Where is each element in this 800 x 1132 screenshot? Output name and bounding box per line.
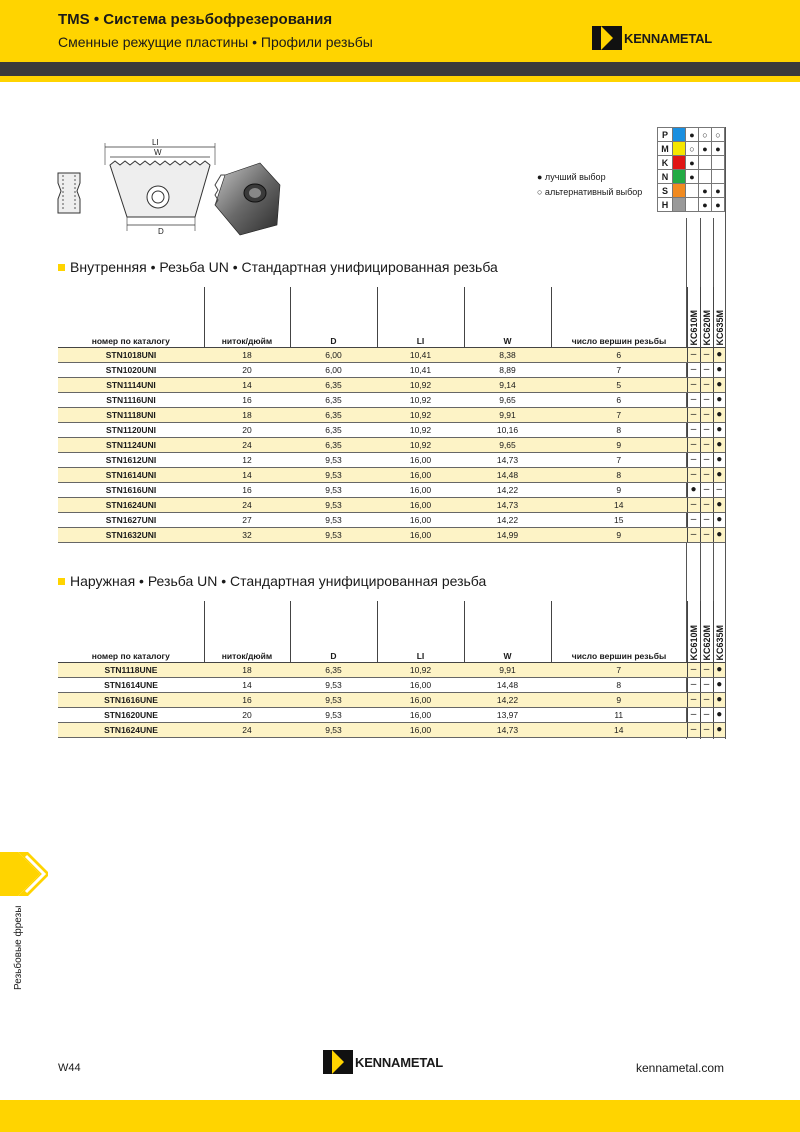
- kennametal-k-icon: [323, 1050, 353, 1074]
- li-header: LI: [377, 601, 464, 662]
- li-cell: 10,92: [377, 662, 464, 677]
- table-row: [58, 467, 725, 482]
- legend-best-choice: ● лучший выбор: [537, 172, 606, 182]
- d-cell: 9,53: [290, 692, 377, 707]
- li-cell: 16,00: [377, 452, 464, 467]
- teeth-count-cell: 11: [551, 707, 687, 722]
- w-header: W: [464, 601, 551, 662]
- catalog-number: STN1118UNI: [58, 407, 204, 422]
- material-color-swatch: [673, 184, 686, 198]
- table-row: [58, 527, 725, 542]
- grade-kc635m-cell: ●: [713, 677, 725, 692]
- material-grade-mark: [699, 170, 712, 184]
- side-section-label: Резьбовые фрезы: [13, 905, 24, 990]
- material-label: M: [658, 142, 673, 156]
- yellow-bullet-icon: [58, 264, 65, 271]
- grade-kc610m-cell: –: [687, 662, 700, 677]
- grade-kc610m-cell: –: [687, 512, 700, 527]
- tpi-cell: 20: [204, 362, 290, 377]
- tpi-cell: 27: [204, 512, 290, 527]
- grade-header: KC635M: [713, 601, 725, 662]
- catalog-number: STN1632UNI: [58, 527, 204, 542]
- w-cell: 8,89: [464, 362, 551, 377]
- grade-kc620m-cell: –: [700, 437, 713, 452]
- tpi-cell: 16: [204, 692, 290, 707]
- material-grade-mark: [712, 156, 725, 170]
- insert-3d-image: [215, 163, 280, 235]
- teeth-count-cell: 9: [551, 437, 687, 452]
- table-row: [58, 422, 725, 437]
- external-section-title: Наружная • Резьба UN • Стандартная унифицированная резьба: [58, 573, 486, 589]
- material-color-swatch: [673, 198, 686, 212]
- grade-kc620m-cell: –: [700, 662, 713, 677]
- d-header: D: [290, 601, 377, 662]
- internal-section-title: Внутренняя • Резьба UN • Стандартная унифицированная резьба: [58, 259, 498, 275]
- grade-kc610m-cell: –: [687, 467, 700, 482]
- material-row: [658, 198, 725, 212]
- material-grade-mark: [686, 184, 699, 198]
- teeth-count-cell: 7: [551, 452, 687, 467]
- w-cell: 9,14: [464, 377, 551, 392]
- material-label: H: [658, 198, 673, 212]
- grade-kc610m-cell: –: [687, 347, 700, 362]
- dark-band: [0, 62, 800, 76]
- grade-kc635m-cell: ●: [713, 347, 725, 362]
- table-row: [58, 512, 725, 527]
- li-cell: 16,00: [377, 482, 464, 497]
- side-tab-chevron-icon: [0, 852, 48, 896]
- material-row: [658, 156, 725, 170]
- catalog-number: STN1118UNE: [58, 662, 204, 677]
- yellow-strip: [0, 76, 800, 82]
- material-label: N: [658, 170, 673, 184]
- grade-kc610m-cell: –: [687, 527, 700, 542]
- grade-kc620m-cell: –: [700, 527, 713, 542]
- grade-kc610m-cell: –: [687, 362, 700, 377]
- catalog-number: STN1614UNI: [58, 467, 204, 482]
- legend-alternative-choice: ○ альтернативный выбор: [537, 187, 643, 197]
- d-cell: 9,53: [290, 677, 377, 692]
- grade-header: KC635M: [713, 287, 725, 347]
- grade-kc620m-cell: –: [700, 452, 713, 467]
- li-cell: 10,92: [377, 422, 464, 437]
- grade-kc610m-cell: –: [687, 692, 700, 707]
- grade-kc635m-cell: ●: [713, 392, 725, 407]
- li-cell: 16,00: [377, 722, 464, 737]
- table-row: [58, 452, 725, 467]
- header-band: [0, 0, 800, 62]
- teeth-count-cell: 6: [551, 392, 687, 407]
- li-cell: 10,92: [377, 392, 464, 407]
- w-cell: 14,48: [464, 677, 551, 692]
- footer-kennametal-logo: KENNAMETAL: [323, 1050, 443, 1074]
- grade-kc635m-cell: ●: [713, 662, 725, 677]
- d-cell: 9,53: [290, 467, 377, 482]
- tpi-cell: 14: [204, 467, 290, 482]
- d-cell: 6,35: [290, 662, 377, 677]
- w-cell: 13,97: [464, 707, 551, 722]
- w-cell: 14,22: [464, 692, 551, 707]
- li-cell: 16,00: [377, 497, 464, 512]
- w-cell: 9,65: [464, 392, 551, 407]
- li-dim-label: LI: [152, 138, 159, 147]
- tpi-header: ниток/дюйм: [204, 601, 290, 662]
- table-row: [58, 497, 725, 512]
- page-title: TMS • Система резьбофрезерования: [58, 11, 333, 28]
- tpi-cell: 14: [204, 677, 290, 692]
- material-application-matrix: [657, 127, 725, 212]
- grade-kc635m-cell: ●: [713, 407, 725, 422]
- grade-kc610m-cell: –: [687, 437, 700, 452]
- material-grade-mark: ●: [712, 142, 725, 156]
- teeth-count-cell: 9: [551, 482, 687, 497]
- table-row: [58, 407, 725, 422]
- grade-kc635m-cell: ●: [713, 437, 725, 452]
- material-label: S: [658, 184, 673, 198]
- grade-kc635m-cell: ●: [713, 527, 725, 542]
- grade-kc635m-cell: ●: [713, 512, 725, 527]
- w-cell: 9,91: [464, 407, 551, 422]
- grade-kc620m-cell: –: [700, 707, 713, 722]
- page-number: W44: [58, 1062, 81, 1074]
- catalog-number: STN1020UNI: [58, 362, 204, 377]
- grade-kc610m-cell: –: [687, 497, 700, 512]
- grade-kc635m-cell: ●: [713, 707, 725, 722]
- catalog-header: номер по каталогу: [58, 601, 204, 662]
- d-cell: 6,35: [290, 392, 377, 407]
- w-cell: 14,73: [464, 452, 551, 467]
- table-row: [58, 677, 725, 692]
- li-cell: 10,92: [377, 407, 464, 422]
- material-color-swatch: [673, 142, 686, 156]
- tpi-cell: 16: [204, 482, 290, 497]
- d-dim-label: D: [158, 227, 164, 236]
- material-grade-mark: ●: [712, 184, 725, 198]
- table-row: [58, 392, 725, 407]
- d-cell: 9,53: [290, 497, 377, 512]
- li-cell: 16,00: [377, 707, 464, 722]
- w-cell: 14,22: [464, 482, 551, 497]
- kennametal-k-icon: [592, 26, 622, 50]
- tpi-cell: 24: [204, 722, 290, 737]
- catalog-number: STN1124UNI: [58, 437, 204, 452]
- w-cell: 10,16: [464, 422, 551, 437]
- table-row: [58, 377, 725, 392]
- teeth-count-cell: 8: [551, 422, 687, 437]
- website-link[interactable]: kennametal.com: [636, 1061, 725, 1075]
- teeth-count-cell: 14: [551, 722, 687, 737]
- li-cell: 10,41: [377, 362, 464, 377]
- grade-header: KC620M: [700, 287, 713, 347]
- grade-kc635m-cell: ●: [713, 467, 725, 482]
- grade-kc610m-cell: ●: [687, 482, 700, 497]
- li-cell: 10,92: [377, 377, 464, 392]
- catalog-number: STN1114UNI: [58, 377, 204, 392]
- material-grade-mark: ●: [699, 142, 712, 156]
- d-header: D: [290, 287, 377, 347]
- grade-kc620m-cell: –: [700, 512, 713, 527]
- material-grade-mark: ●: [699, 198, 712, 212]
- grade-kc610m-cell: –: [687, 407, 700, 422]
- li-cell: 16,00: [377, 677, 464, 692]
- d-cell: 9,53: [290, 707, 377, 722]
- table-row: [58, 482, 725, 497]
- tpi-cell: 24: [204, 437, 290, 452]
- material-grade-mark: [686, 198, 699, 212]
- tpi-cell: 32: [204, 527, 290, 542]
- table-row: [58, 362, 725, 377]
- material-color-swatch: [673, 170, 686, 184]
- material-color-swatch: [673, 156, 686, 170]
- table-row: [58, 692, 725, 707]
- grade-header: KC610M: [687, 601, 700, 662]
- teeth-count-cell: 7: [551, 362, 687, 377]
- table-row: [58, 707, 725, 722]
- grade-kc620m-cell: –: [700, 722, 713, 737]
- catalog-header: номер по каталогу: [58, 287, 204, 347]
- grade-kc635m-cell: ●: [713, 362, 725, 377]
- material-grade-mark: [699, 156, 712, 170]
- catalog-number: STN1612UNI: [58, 452, 204, 467]
- material-grade-mark: ●: [686, 156, 699, 170]
- teeth-count-cell: 8: [551, 467, 687, 482]
- w-cell: 14,73: [464, 497, 551, 512]
- d-cell: 9,53: [290, 452, 377, 467]
- catalog-number: STN1616UNE: [58, 692, 204, 707]
- material-row: [658, 184, 725, 198]
- d-cell: 6,35: [290, 377, 377, 392]
- page-subtitle: Сменные режущие пластины • Профили резьбы: [58, 34, 373, 50]
- material-row: [658, 128, 725, 142]
- teeth-count-cell: 9: [551, 527, 687, 542]
- w-cell: 9,65: [464, 437, 551, 452]
- grade-kc620m-cell: –: [700, 392, 713, 407]
- tpi-header: ниток/дюйм: [204, 287, 290, 347]
- grade-kc635m-cell: ●: [713, 497, 725, 512]
- teeth-count-cell: 15: [551, 512, 687, 527]
- teeth-count-cell: 6: [551, 347, 687, 362]
- w-cell: 14,99: [464, 527, 551, 542]
- grade-kc620m-cell: –: [700, 347, 713, 362]
- teeth-count-header: число вершин резьбы: [551, 601, 687, 662]
- d-cell: 6,00: [290, 362, 377, 377]
- teeth-count-header: число вершин резьбы: [551, 287, 687, 347]
- w-dim-label: W: [154, 148, 162, 157]
- material-grade-mark: [712, 170, 725, 184]
- yellow-bullet-icon: [58, 578, 65, 585]
- d-cell: 9,53: [290, 512, 377, 527]
- d-cell: 6,35: [290, 407, 377, 422]
- grade-kc610m-cell: –: [687, 392, 700, 407]
- li-cell: 10,92: [377, 437, 464, 452]
- catalog-number: STN1120UNI: [58, 422, 204, 437]
- tpi-cell: 14: [204, 377, 290, 392]
- internal-insert-table: [58, 287, 725, 543]
- kennametal-logo: KENNAMETAL: [592, 26, 712, 50]
- grade-kc610m-cell: –: [687, 677, 700, 692]
- material-grade-mark: ○: [686, 142, 699, 156]
- d-cell: 9,53: [290, 482, 377, 497]
- grade-kc620m-cell: –: [700, 482, 713, 497]
- teeth-count-cell: 8: [551, 677, 687, 692]
- grade-kc635m-cell: ●: [713, 422, 725, 437]
- grade-header: KC620M: [700, 601, 713, 662]
- grade-kc610m-cell: –: [687, 707, 700, 722]
- grade-header: KC610M: [687, 287, 700, 347]
- li-cell: 16,00: [377, 512, 464, 527]
- insert-side-view: [58, 173, 80, 213]
- material-label: K: [658, 156, 673, 170]
- catalog-number: STN1614UNE: [58, 677, 204, 692]
- grade-kc610m-cell: –: [687, 452, 700, 467]
- li-cell: 16,00: [377, 527, 464, 542]
- li-header: LI: [377, 287, 464, 347]
- catalog-number: STN1616UNI: [58, 482, 204, 497]
- catalog-number: STN1624UNI: [58, 497, 204, 512]
- d-cell: 6,35: [290, 437, 377, 452]
- grade-kc620m-cell: –: [700, 497, 713, 512]
- d-cell: 9,53: [290, 722, 377, 737]
- grade-kc620m-cell: –: [700, 407, 713, 422]
- material-grade-mark: ●: [699, 184, 712, 198]
- w-cell: 14,22: [464, 512, 551, 527]
- w-cell: 14,73: [464, 722, 551, 737]
- d-cell: 6,35: [290, 422, 377, 437]
- external-insert-table: [58, 601, 725, 738]
- grade-kc620m-cell: –: [700, 422, 713, 437]
- grade-kc620m-cell: –: [700, 692, 713, 707]
- catalog-number: STN1116UNI: [58, 392, 204, 407]
- table-row: [58, 722, 725, 737]
- grade-kc635m-cell: ●: [713, 452, 725, 467]
- d-cell: 9,53: [290, 527, 377, 542]
- material-grade-mark: ○: [712, 128, 725, 142]
- w-cell: 8,38: [464, 347, 551, 362]
- table-row: [58, 347, 725, 362]
- grade-kc635m-cell: ●: [713, 377, 725, 392]
- catalog-number: STN1627UNI: [58, 512, 204, 527]
- material-row: [658, 170, 725, 184]
- footer-band: [0, 1100, 800, 1132]
- grade-kc620m-cell: –: [700, 467, 713, 482]
- teeth-count-cell: 7: [551, 662, 687, 677]
- material-color-swatch: [673, 128, 686, 142]
- insert-diagram: [55, 135, 305, 245]
- material-grade-mark: ●: [686, 128, 699, 142]
- w-cell: 14,48: [464, 467, 551, 482]
- tpi-cell: 20: [204, 707, 290, 722]
- grade-kc610m-cell: –: [687, 722, 700, 737]
- grade-kc620m-cell: –: [700, 377, 713, 392]
- tpi-cell: 18: [204, 407, 290, 422]
- w-header: W: [464, 287, 551, 347]
- grade-kc635m-cell: ●: [713, 692, 725, 707]
- table-row: [58, 662, 725, 677]
- catalog-number: STN1018UNI: [58, 347, 204, 362]
- tpi-cell: 16: [204, 392, 290, 407]
- grade-kc620m-cell: –: [700, 677, 713, 692]
- catalog-number: STN1620UNE: [58, 707, 204, 722]
- tpi-cell: 24: [204, 497, 290, 512]
- catalog-number: STN1624UNE: [58, 722, 204, 737]
- tpi-cell: 12: [204, 452, 290, 467]
- table-row: [58, 437, 725, 452]
- material-row: [658, 142, 725, 156]
- grade-kc620m-cell: –: [700, 362, 713, 377]
- grade-kc610m-cell: –: [687, 422, 700, 437]
- material-label: P: [658, 128, 673, 142]
- li-cell: 16,00: [377, 467, 464, 482]
- teeth-count-cell: 5: [551, 377, 687, 392]
- w-cell: 9,91: [464, 662, 551, 677]
- teeth-count-cell: 14: [551, 497, 687, 512]
- insert-front-view: [105, 138, 215, 236]
- tpi-cell: 20: [204, 422, 290, 437]
- d-cell: 6,00: [290, 347, 377, 362]
- grade-kc635m-cell: –: [713, 482, 725, 497]
- grade-kc635m-cell: ●: [713, 722, 725, 737]
- li-cell: 10,41: [377, 347, 464, 362]
- li-cell: 16,00: [377, 692, 464, 707]
- grade-kc610m-cell: –: [687, 377, 700, 392]
- material-grade-mark: ○: [699, 128, 712, 142]
- material-grade-mark: ●: [686, 170, 699, 184]
- material-grade-mark: ●: [712, 198, 725, 212]
- teeth-count-cell: 9: [551, 692, 687, 707]
- tpi-cell: 18: [204, 662, 290, 677]
- teeth-count-cell: 7: [551, 407, 687, 422]
- tpi-cell: 18: [204, 347, 290, 362]
